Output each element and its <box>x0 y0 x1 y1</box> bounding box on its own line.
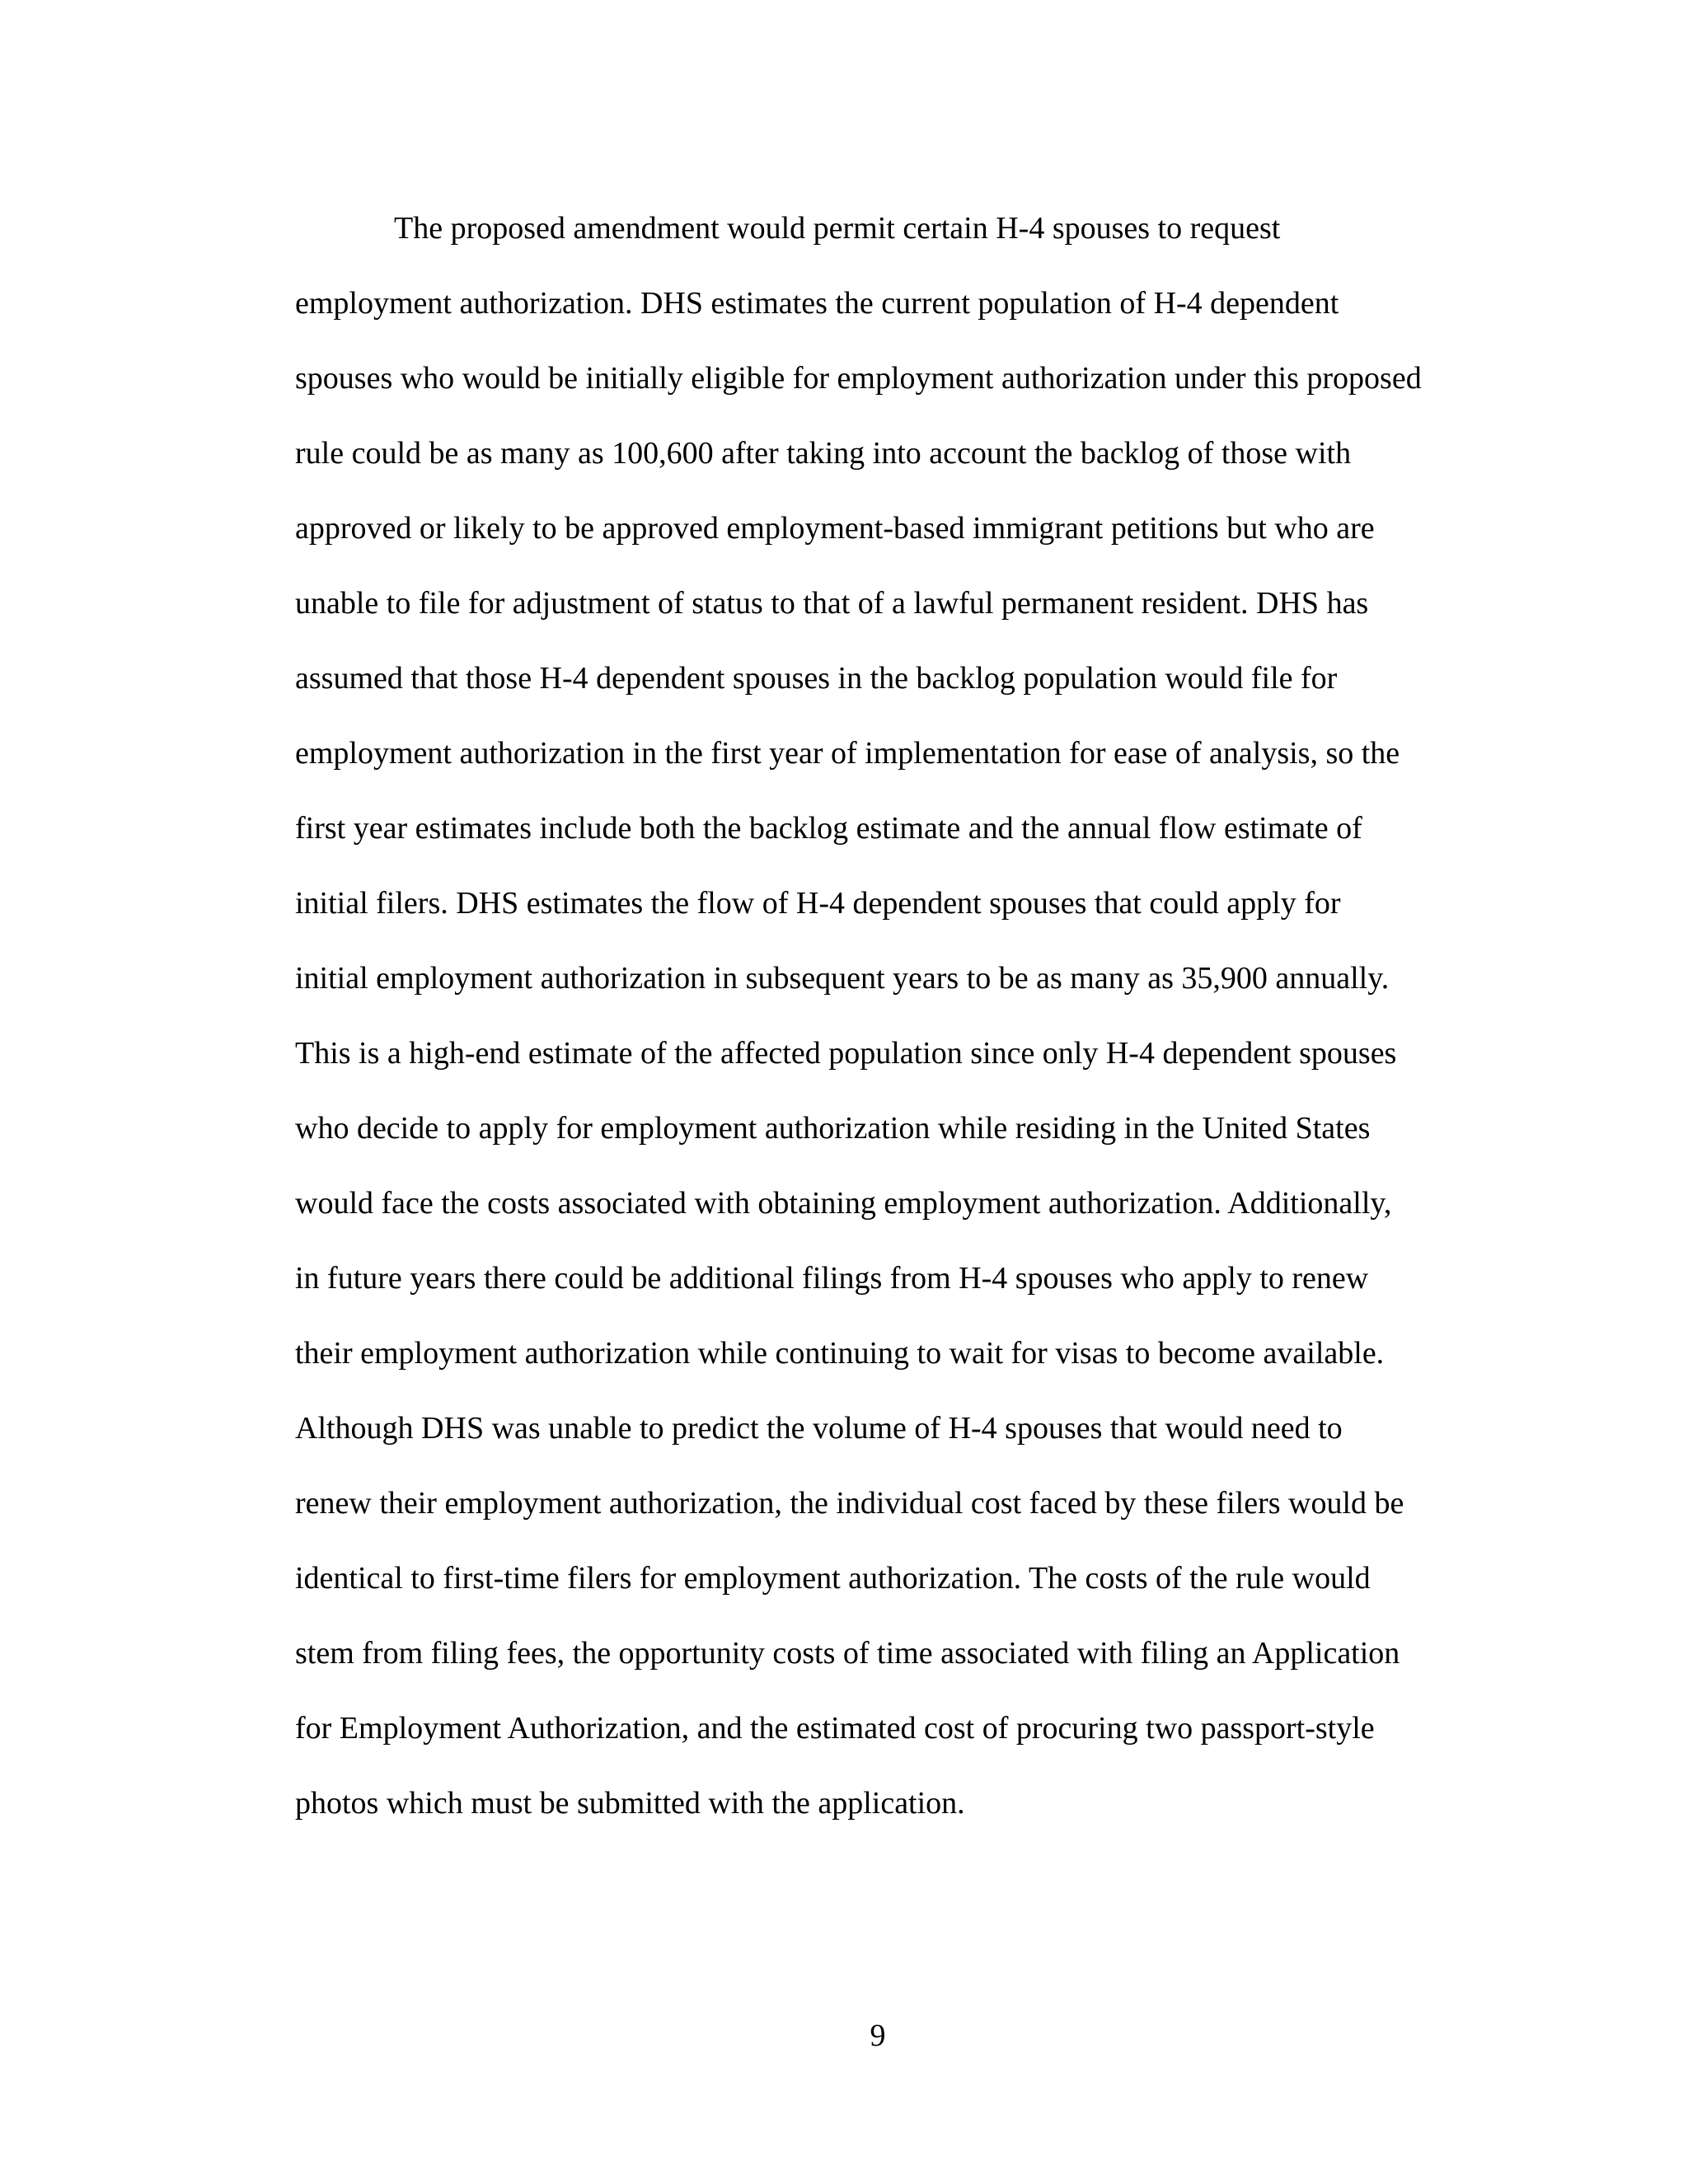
page-number: 9 <box>870 2018 886 2053</box>
paragraph-line: their employment authorization while continuing to wait for visas to become available. <box>295 1336 1385 1371</box>
paragraph-line: would face the costs associated with obtaining employment authorization. Additionally, <box>295 1186 1392 1221</box>
paragraph-line: assumed that those H-4 dependent spouses in the backlog population would file for <box>295 661 1338 696</box>
paragraph-line: renew their employment authorization, the individual cost faced by these filers would be <box>295 1486 1404 1521</box>
paragraph-line: employment authorization. DHS estimates the current population of H-4 dependent <box>295 286 1339 321</box>
paragraph-line: stem from filing fees, the opportunity costs of time associated with filing an Application <box>295 1636 1400 1671</box>
paragraph-line: employment authorization in the first year of implementation for ease of analysis, so the <box>295 736 1400 771</box>
paragraph-line: initial employment authorization in subsequent years to be as many as 35,900 annually. <box>295 961 1390 996</box>
paragraph-line: identical to first-time filers for employment authorization. The costs of the rule would <box>295 1561 1371 1596</box>
body-paragraph <box>295 191 1498 1841</box>
paragraph-line: Although DHS was unable to predict the volume of H-4 spouses that would need to <box>295 1411 1343 1446</box>
paragraph-line: The proposed amendment would permit certain H-4 spouses to request <box>394 211 1281 246</box>
paragraph-line: for Employment Authorization, and the estimated cost of procuring two passport-style <box>295 1711 1375 1746</box>
paragraph-line: unable to file for adjustment of status to that of a lawful permanent resident. DHS has <box>295 586 1369 621</box>
paragraph-line: rule could be as many as 100,600 after taking into account the backlog of those with <box>295 436 1352 471</box>
paragraph-line: first year estimates include both the backlog estimate and the annual flow estimate of <box>295 811 1362 846</box>
paragraph-line: approved or likely to be approved employment-based immigrant petitions but who are <box>295 511 1375 546</box>
paragraph-line: in future years there could be additional filings from H-4 spouses who apply to renew <box>295 1261 1369 1296</box>
paragraph-line: spouses who would be initially eligible for employment authorization under this proposed <box>295 361 1422 396</box>
paragraph-line: who decide to apply for employment authorization while residing in the United States <box>295 1111 1371 1146</box>
paragraph-line: photos which must be submitted with the application. <box>295 1786 965 1821</box>
paragraph-line: This is a high-end estimate of the affected population since only H-4 dependent spouses <box>295 1036 1397 1071</box>
paragraph-line: initial filers. DHS estimates the flow of H-4 dependent spouses that could apply for <box>295 886 1341 921</box>
